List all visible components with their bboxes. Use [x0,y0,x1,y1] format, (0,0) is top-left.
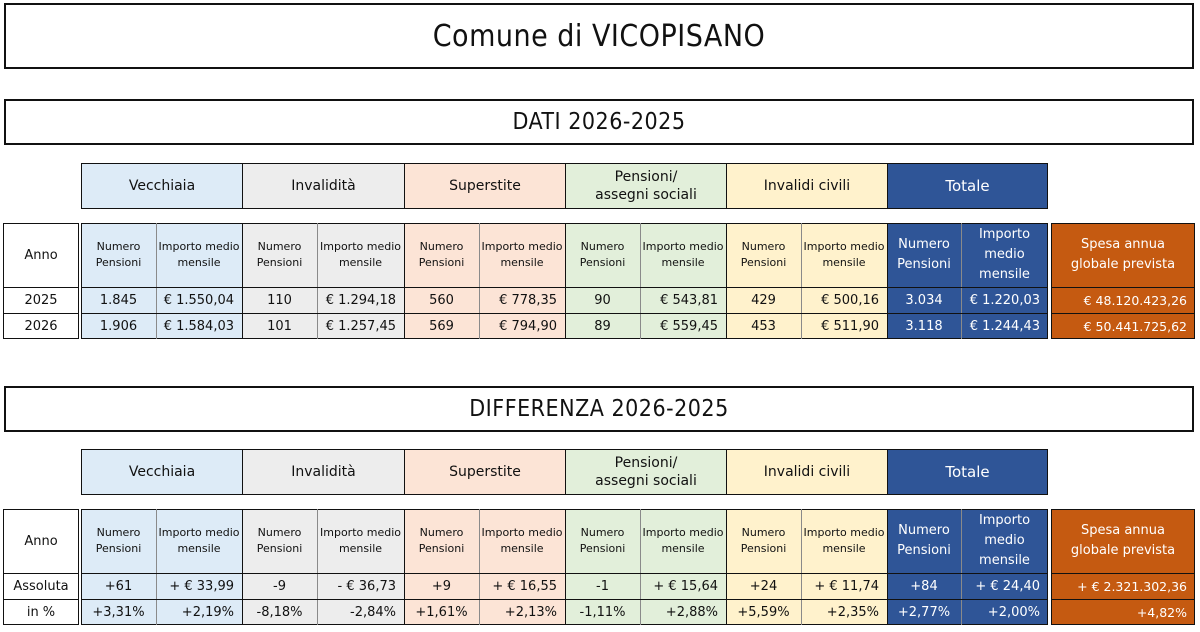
header-importo-medio: Importo medio mensile [481,526,563,555]
group-header-invalidita: Invalidità [242,163,405,209]
header-importo-medio: Importo medio mensile [642,240,724,269]
table-cell: € 1.257,45 [325,318,396,334]
table-cell: 110 [267,292,292,308]
group-header-sociali: Pensioni/ assegni sociali [565,163,727,209]
table-cell: +2,88% [665,604,718,620]
table-cell: -1 [596,578,609,594]
table-cell: +2,13% [504,604,557,620]
table-cell: + € 15,64 [653,578,718,594]
header-numero-pensioni: Numero Pensioni [418,240,465,269]
header-importo-medio: Importo medio mensile [320,526,401,555]
row-label: in % [26,604,56,620]
table-cell: 90 [594,292,611,308]
table-cell: +2,35% [826,604,879,620]
header-importo-medio: Importo medio mensile [320,240,401,269]
group-header-superstite: Superstite [404,449,566,495]
group-header-vecchiaia: Vecchiaia [81,449,243,495]
table-cell: + € 11,74 [814,578,879,594]
table-cell: € 1.584,03 [163,318,234,334]
header-importo-medio: Importo medio mensile [978,513,1031,568]
row-label: 2025 [24,292,58,308]
header-numero-pensioni: Numero Pensioni [579,240,626,269]
header-numero-pensioni: Numero Pensioni [418,526,465,555]
table-cell: +1,61% [415,604,468,620]
header-importo-medio: Importo medio mensile [978,227,1031,282]
table-cell: € 1.220,03 [969,292,1040,308]
table-cell: -8,18% [256,604,303,620]
table-cell: 453 [751,318,776,334]
row-label: 2026 [24,318,58,334]
table-cell: € 559,45 [660,318,718,334]
table-cell: € 500,16 [821,292,879,308]
group-header-invalidita: Invalidità [242,449,405,495]
section-title-dati-text: DATI 2026-2025 [512,109,686,135]
table-cell: € 1.294,18 [325,292,396,308]
anno-header: Anno [24,533,58,549]
header-numero-pensioni: Numero Pensioni [740,526,787,555]
spesa-header: Spesa annua globale prevista [1070,523,1176,558]
table-cell: + € 33,99 [169,578,234,594]
header-importo-medio: Importo medio mensile [803,240,885,269]
table-cell: -9 [273,578,286,594]
table-cell: € 543,81 [660,292,718,308]
header-numero-pensioni: Numero Pensioni [740,240,787,269]
header-numero-pensioni: Numero Pensioni [95,526,142,555]
table-cell: +5,59% [737,604,790,620]
header-numero-pensioni: Numero Pensioni [256,240,303,269]
header-numero-pensioni: Numero Pensioni [897,237,951,272]
spesa-value: +4,82% [1136,604,1187,620]
table-cell: +61 [104,578,133,594]
table-cell: +3,31% [92,604,145,620]
table-cell: 1.906 [99,318,138,334]
header-importo-medio: Importo medio mensile [158,240,240,269]
table-cell: + € 16,55 [492,578,557,594]
table-cell: € 1.244,43 [969,318,1040,334]
group-header-superstite: Superstite [404,163,566,209]
table-cell: +2,19% [181,604,234,620]
anno-header: Anno [24,247,58,263]
header-importo-medio: Importo medio mensile [481,240,563,269]
table-cell: -2,84% [350,604,396,620]
spesa-value: € 48.120.423,26 [1083,292,1187,308]
header-importo-medio: Importo medio mensile [642,526,724,555]
table-cell: + € 24,40 [975,578,1040,594]
group-header-vecchiaia: Vecchiaia [81,163,243,209]
header-numero-pensioni: Numero Pensioni [256,526,303,555]
page-title [4,3,1194,69]
row-label: Assoluta [13,578,69,594]
table-cell: 569 [429,318,454,334]
table-cell: +9 [431,578,452,594]
table-cell: -1,11% [579,604,626,620]
spesa-header: Spesa annua globale prevista [1070,237,1176,272]
table-cell: 101 [267,318,292,334]
table-cell: € 511,90 [821,318,879,334]
header-importo-medio: Importo medio mensile [158,526,240,555]
section-title-differenza [4,386,1194,432]
header-importo-medio: Importo medio mensile [803,526,885,555]
table-cell: +2,77% [897,604,951,620]
table-cell: +24 [749,578,778,594]
table-cell: - € 36,73 [337,578,396,594]
group-header-civili: Invalidi civili [726,449,888,495]
table-cell: € 794,90 [499,318,557,334]
group-header-totale: Totale [887,449,1048,495]
spesa-value: € 50.441.725,62 [1083,318,1187,334]
table-cell: +84 [910,578,938,594]
group-header-totale: Totale [887,163,1048,209]
table-cell: € 1.550,04 [163,292,234,308]
header-numero-pensioni: Numero Pensioni [897,523,951,558]
section-title-dati [4,99,1194,145]
table-cell: 3.034 [905,292,943,308]
table-cell: 3.118 [905,318,943,334]
header-numero-pensioni: Numero Pensioni [95,240,142,269]
header-numero-pensioni: Numero Pensioni [579,526,626,555]
table-cell: 429 [751,292,776,308]
table-cell: 89 [594,318,611,334]
table-cell: 560 [429,292,454,308]
section-title-differenza-text: DIFFERENZA 2026-2025 [469,396,729,422]
spesa-value: + € 2.321.302,36 [1077,578,1187,594]
table-cell: € 778,35 [499,292,557,308]
table-cell: 1.845 [99,292,138,308]
table-cell: +2,00% [987,604,1040,620]
group-header-civili: Invalidi civili [726,163,888,209]
group-header-sociali: Pensioni/ assegni sociali [565,449,727,495]
page-title-text: Comune di VICOPISANO [432,18,766,54]
